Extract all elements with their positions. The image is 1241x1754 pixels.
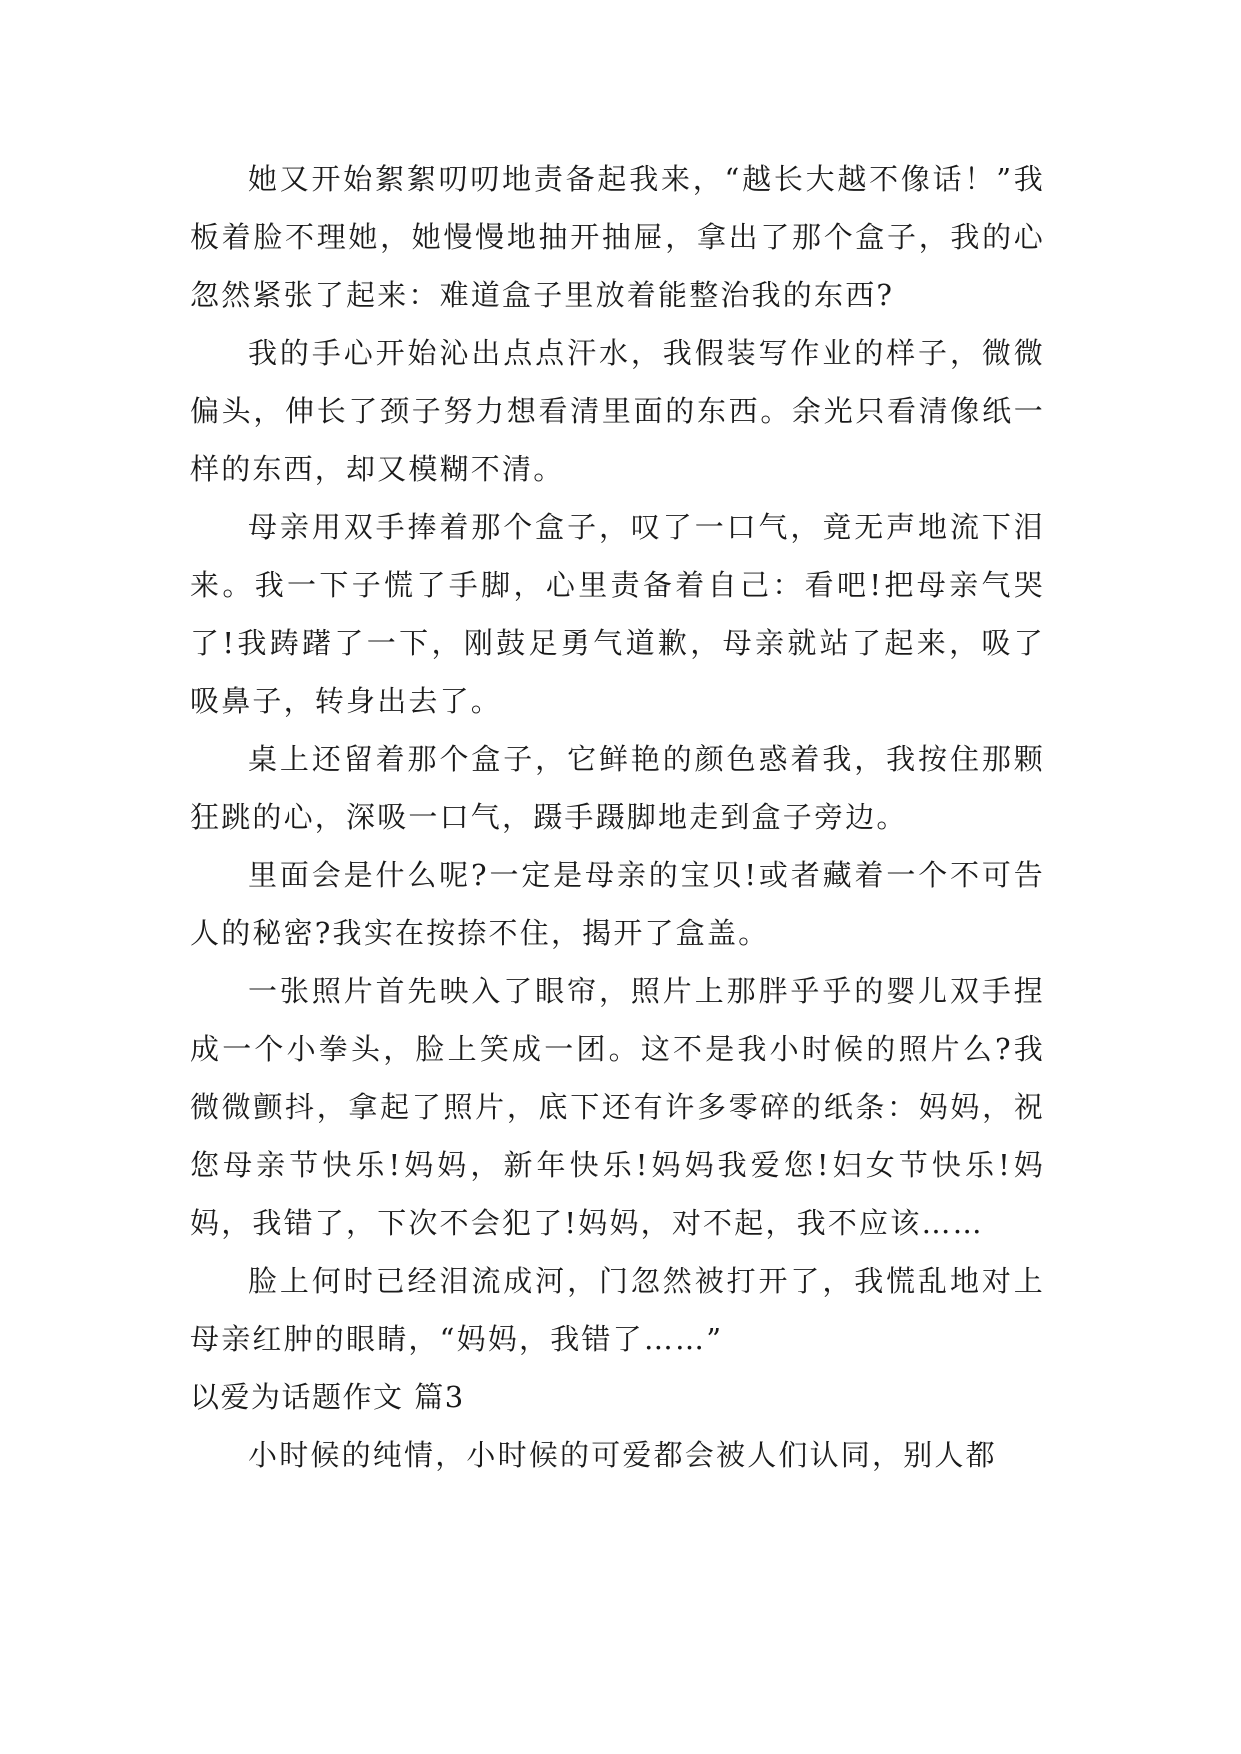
paragraph: 桌上还留着那个盒子，它鲜艳的颜色惑着我，我按住那颗狂跳的心，深吸一口气，蹑手蹑脚地走到盒子旁边。 [190, 742, 1045, 834]
paragraph: 她又开始絮絮叨叨地责备起我来，“越长大越不像话！”我板着脸不理她，她慢慢地抽开抽屉，拿出了那个盒子，我的心忽然紧张了起来：难道盒子里放着能整治我的东西? [190, 162, 1045, 312]
paragraph: 小时候的纯情，小时候的可爱都会被人们认同，别人都 [248, 1438, 997, 1472]
paragraph: 我的手心开始沁出点点汗水，我假装写作业的样子，微微偏头，伸长了颈子努力想看清里面的东西。余光只看清像纸一样的东西，却又模糊不清。 [190, 336, 1045, 486]
paragraph: 脸上何时已经泪流成河，门忽然被打开了，我慌乱地对上母亲红肿的眼睛，“妈妈，我错了……” [190, 1264, 1045, 1356]
paragraph: 里面会是什么呢?一定是母亲的宝贝!或者藏着一个不可告人的秘密?我实在按捺不住，揭开了盒盖。 [190, 858, 1045, 950]
paragraph: 母亲用双手捧着那个盒子，叹了一口气，竟无声地流下泪来。我一下子慌了手脚，心里责备着自己：看吧!把母亲气哭了!我踌躇了一下，刚鼓足勇气道歉，母亲就站了起来，吸了吸鼻子，转身出去了。 [190, 510, 1045, 718]
document-page [190, 150, 1045, 1484]
paragraph: 一张照片首先映入了眼帘，照片上那胖乎乎的婴儿双手捏成一个小拳头，脸上笑成一团。这不是我小时候的照片么?我微微颤抖，拿起了照片，底下还有许多零碎的纸条：妈妈，祝您母亲节快乐!妈妈，新年快乐!妈妈我爱您!妇女节快乐!妈妈，我错了，下次不会犯了!妈妈，对不起，我不应该…… [190, 974, 1045, 1240]
section-heading: 以爱为话题作文 篇3 [190, 1380, 465, 1414]
